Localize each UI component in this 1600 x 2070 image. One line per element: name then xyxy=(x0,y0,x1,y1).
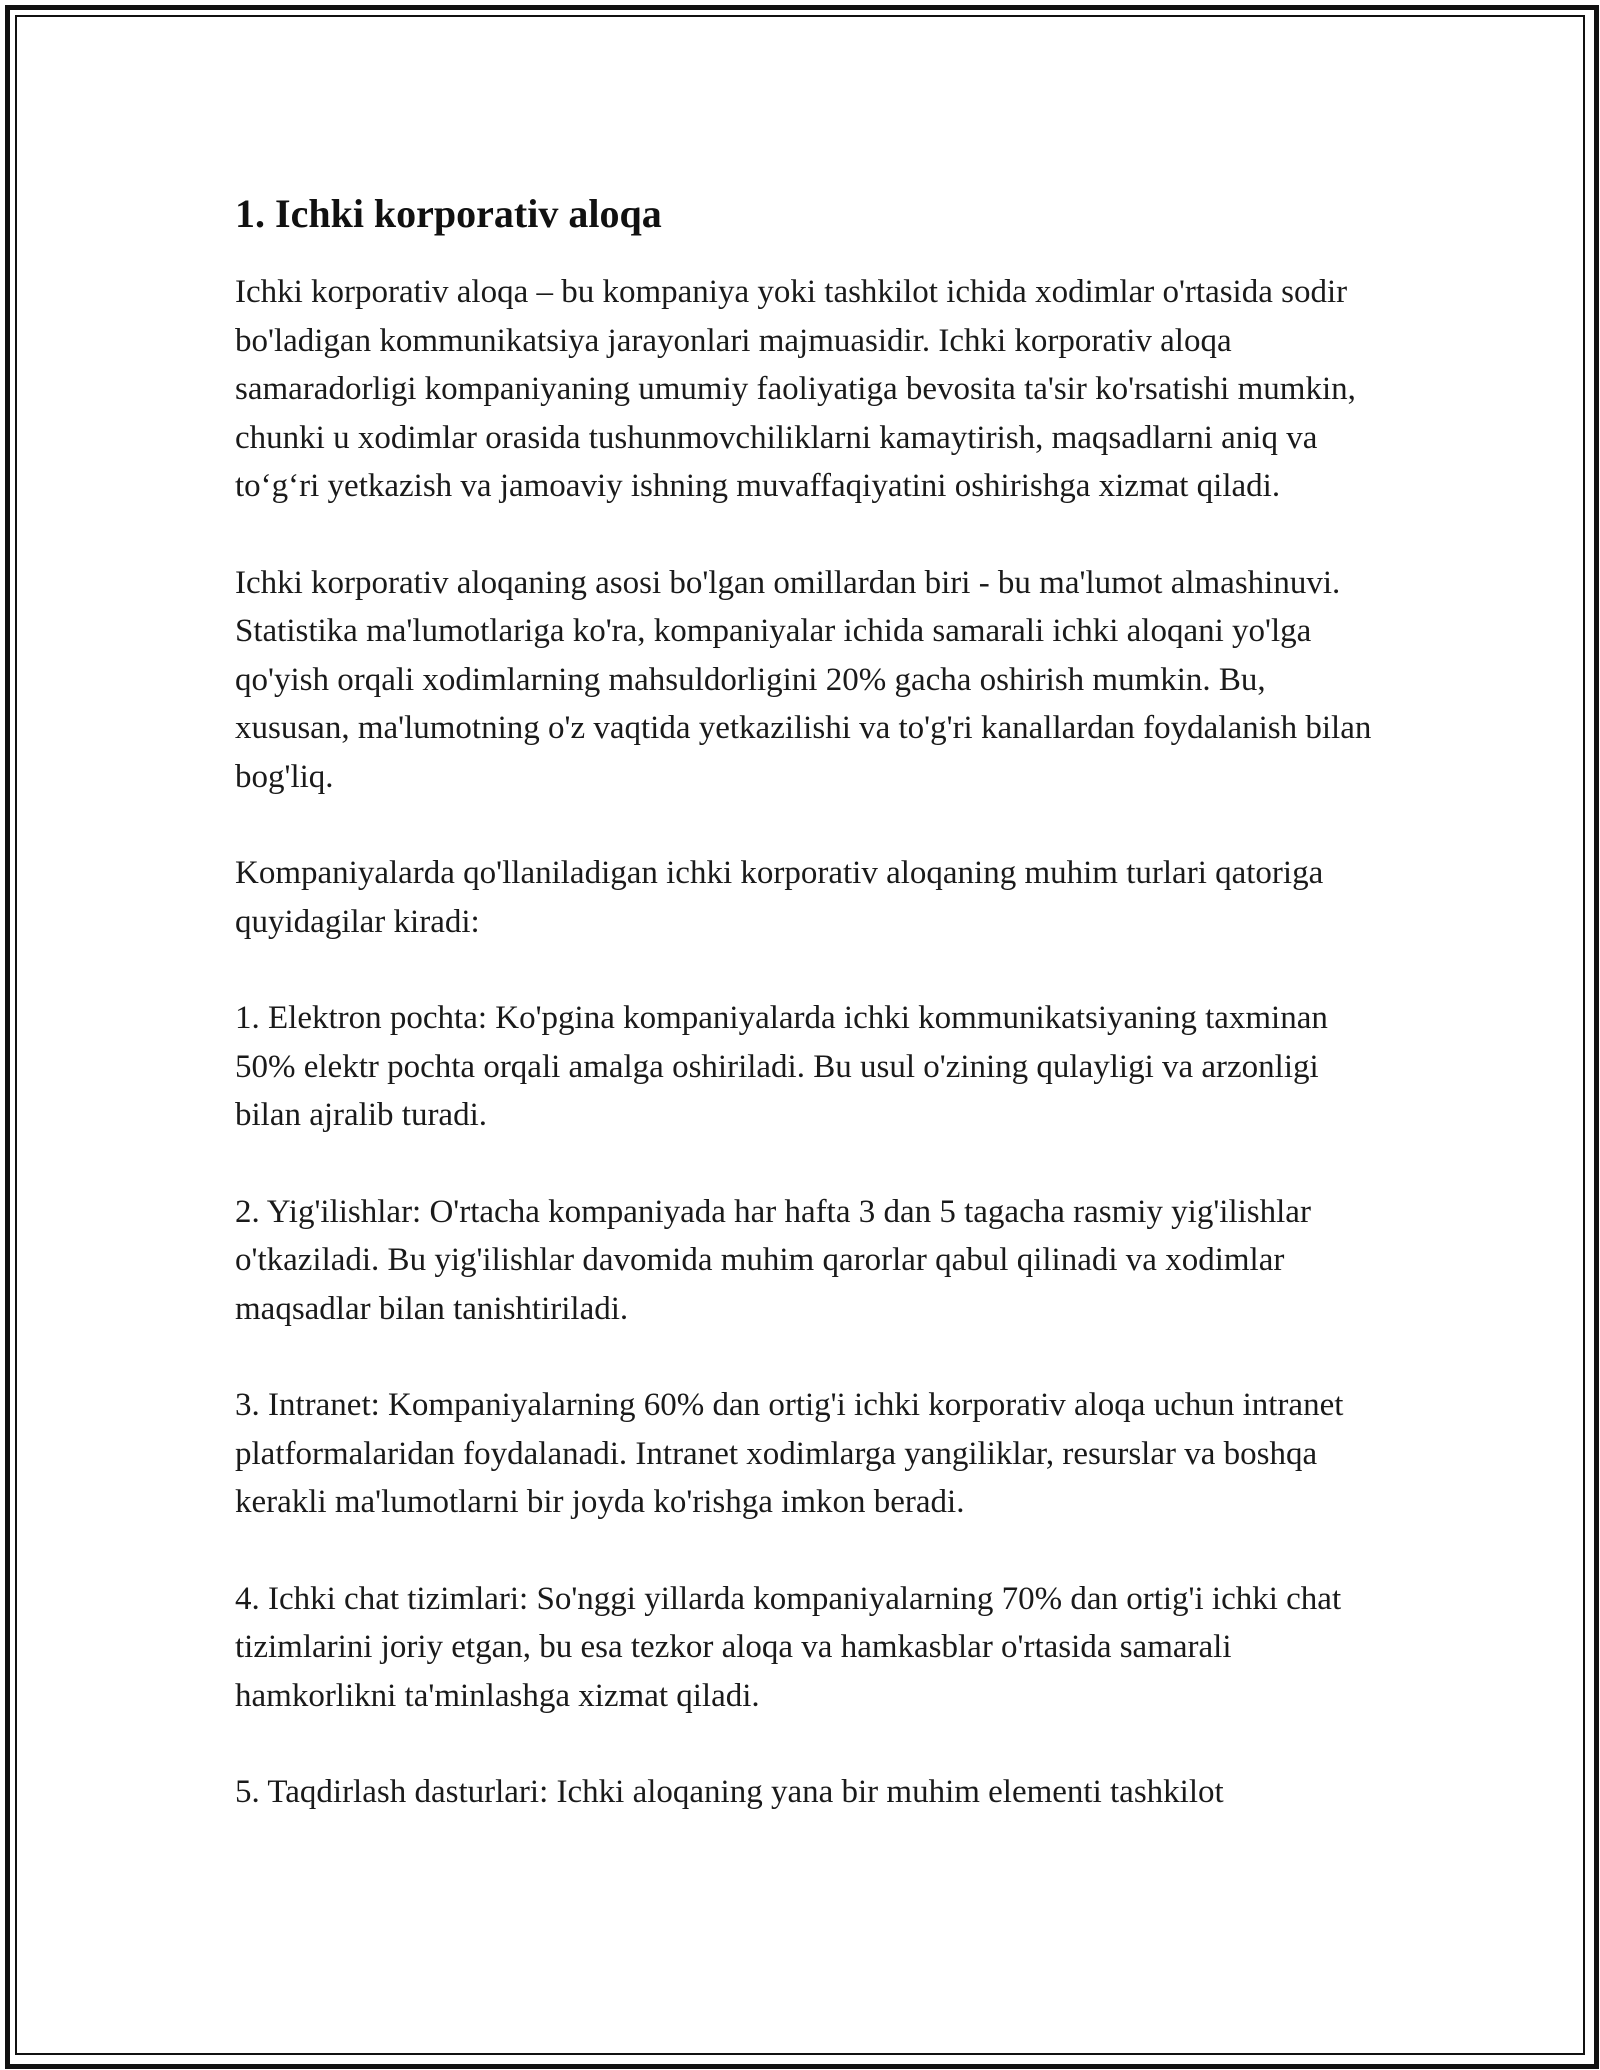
paragraph-types-intro: Kompaniyalarda qo'llaniladigan ichki korporativ aloqaning muhim turlari qatoriga quyidagilar kiradi: xyxy=(235,855,1324,940)
list-item-intranet: 3. Intranet: Kompaniyalarning 60% dan ortig'i ichki korporativ aloqa uchun intranet platformalaridan foydalanadi. Intranet xodimlarga yangiliklar, resurslar va boshqa kerakli ma'lumotlarni bir joyda ko'rishga imkon beradi. xyxy=(235,1387,1344,1520)
list-item-email: 1. Elektron pochta: Ko'pgina kompaniyalarda ichki kommunikatsiyaning taxminan 50% elektr pochta orqali amalga oshiriladi. Bu usul o'zining qulayligi va arzonligi bilan ajralib turadi. xyxy=(235,1000,1328,1133)
document-body xyxy=(235,186,1375,1817)
paragraph-information-exchange: Ichki korporativ aloqaning asosi bo'lgan omillardan biri - bu ma'lumot almashinuvi. Statistika ma'lumotlariga ko'ra, kompaniyalar ichida samarali ichki aloqani yo'lga qo'yish orqali xodimlarning mahsuldorligini 20% gacha oshirish mumkin. Bu, xususan, ma'lumotning o'z vaqtida yetkazilishi va to'g'ri kanallardan foydalanish bilan bog'liq. xyxy=(235,564,1372,795)
list-item-chat-systems: 4. Ichki chat tizimlari: So'nggi yillarda kompaniyalarning 70% dan ortig'i ichki chat tizimlarini joriy etgan, bu esa tezkor aloqa va hamkasblar o'rtasida samarali hamkorlikni ta'minlashga xizmat qiladi. xyxy=(235,1580,1342,1714)
list-item-reward-programs: 5. Taqdirlash dasturlari: Ichki aloqaning yana bir muhim elementi tashkilot xyxy=(235,1774,1224,1810)
list-item-meetings: 2. Yig'ilishlar: O'rtacha kompaniyada har hafta 3 dan 5 tagacha rasmiy yig'ilishlar o'tkaziladi. Bu yig'ilishlar davomida muhim qarorlar qabul qilinadi va xodimlar maqsadlar bilan tanishtiriladi. xyxy=(235,1193,1311,1327)
section-heading: 1. Ichki korporativ aloqa xyxy=(235,191,662,236)
paragraph-intro: Ichki korporativ aloqa – bu kompaniya yoki tashkilot ichida xodimlar o'rtasida sodir bo'ladigan kommunikatsiya jarayonlari majmuasidir. Ichki korporativ aloqa samaradorligi kompaniyaning umumiy faoliyatiga bevosita ta'sir ko'rsatishi mumkin, chunki u xodimlar orasida tushunmovchiliklarni kamaytirish, maqsadlarni aniq va to‘g‘ri yetkazish va jamoaviy ishning muvaffaqiyatini oshirishga xizmat qiladi. xyxy=(235,274,1356,504)
